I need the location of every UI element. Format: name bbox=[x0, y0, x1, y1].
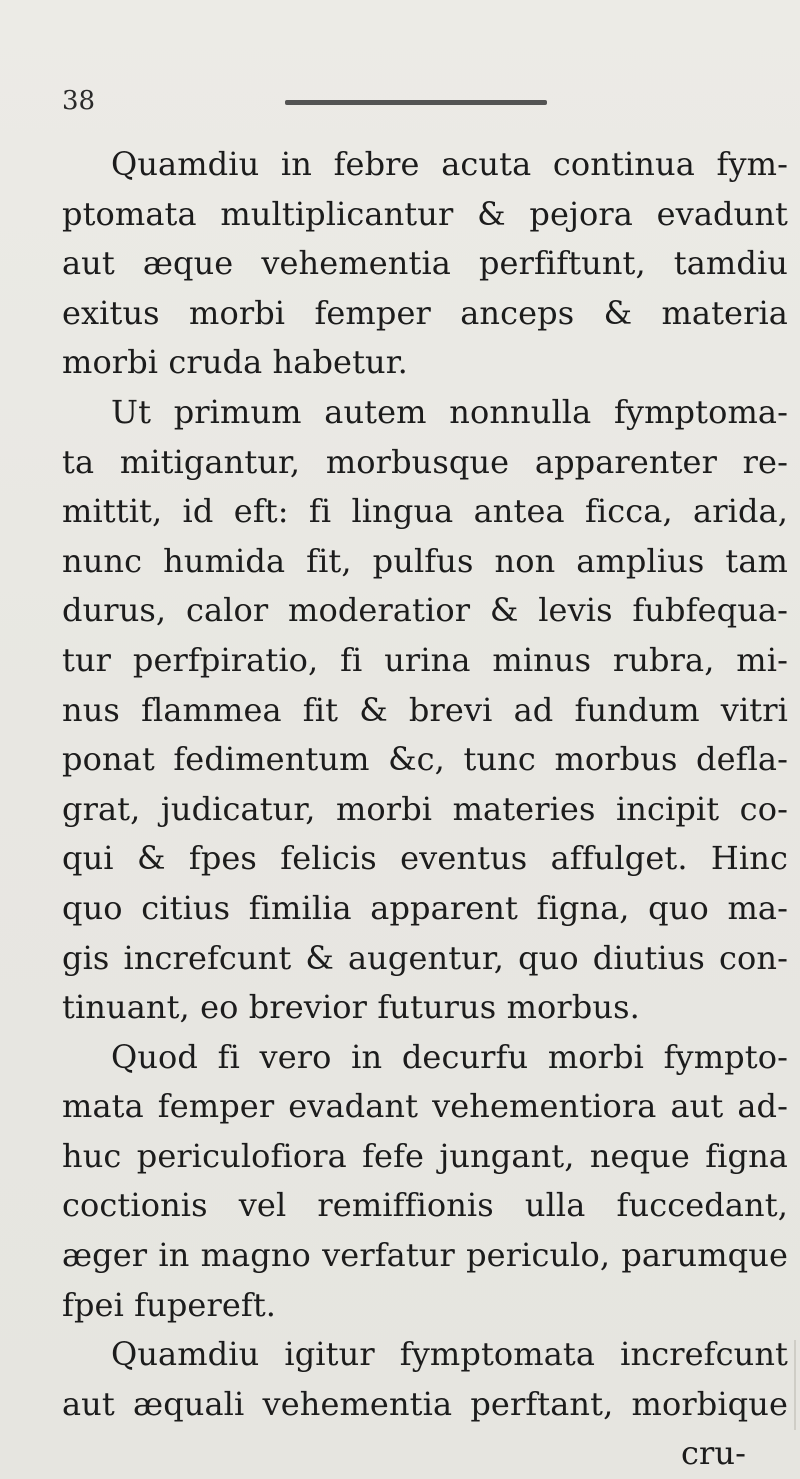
text-line: ptomata multiplicantur & pejora evadunt bbox=[62, 194, 788, 233]
text-line: mittit, id eft: fi lingua antea ficca, arida, bbox=[62, 492, 788, 531]
page-number: 38 bbox=[62, 86, 96, 116]
text-line: tur perfpiratio, fi urina minus rubra, mi- bbox=[62, 640, 788, 679]
text-line: nunc humida fit, pulfus non amplius tam bbox=[62, 541, 788, 580]
text-line: gis increfcunt & augentur, quo diutius con- bbox=[62, 938, 788, 977]
text-line: ta mitigantur, morbusque apparenter re- bbox=[62, 442, 788, 481]
page-edge-mark bbox=[794, 1340, 796, 1430]
text-line: æger in magno verfatur periculo, parumque bbox=[62, 1236, 788, 1275]
text-line: ponat fedimentum &c, tunc morbus defla- bbox=[62, 740, 788, 779]
text-line: aut æque vehementia perfiftunt, tamdiu bbox=[62, 244, 788, 283]
text-line: Quod fi vero in decurfu morbi fympto- bbox=[111, 1037, 788, 1076]
text-line: huc periculofiora fefe jungant, neque figna bbox=[62, 1136, 788, 1175]
body-text bbox=[62, 140, 788, 1479]
text-line: Quamdiu igitur fymptomata increfcunt bbox=[111, 1335, 788, 1374]
header-rule bbox=[285, 100, 547, 105]
text-line: tinuant, eo brevior futurus morbus. bbox=[62, 988, 640, 1027]
text-line: exitus morbi femper anceps & materia bbox=[62, 293, 788, 332]
text-line: durus, calor moderatior & levis fubfequa- bbox=[62, 591, 788, 630]
text-line: Ut primum autem nonnulla fymptoma- bbox=[111, 392, 788, 431]
catchword: cru- bbox=[680, 1434, 746, 1473]
text-line: nus flammea fit & brevi ad fundum vitri bbox=[62, 690, 788, 729]
text-line: grat, judicatur, morbi materies incipit co- bbox=[62, 789, 788, 828]
text-line: quo citius fimilia apparent figna, quo ma- bbox=[62, 888, 788, 927]
text-line: Quamdiu in febre acuta continua fym- bbox=[111, 145, 788, 183]
text-line: morbi cruda habetur. bbox=[62, 343, 408, 382]
text-line: fpei fupereft. bbox=[62, 1285, 277, 1324]
text-line: aut æquali vehementia perftant, morbique bbox=[62, 1384, 788, 1423]
text-line: mata femper evadant vehementiora aut ad- bbox=[62, 1087, 788, 1126]
text-line: qui & fpes felicis eventus affulget. Hinc bbox=[62, 839, 788, 878]
text-line: coctionis vel remiffionis ulla fuccedant, bbox=[62, 1186, 788, 1225]
